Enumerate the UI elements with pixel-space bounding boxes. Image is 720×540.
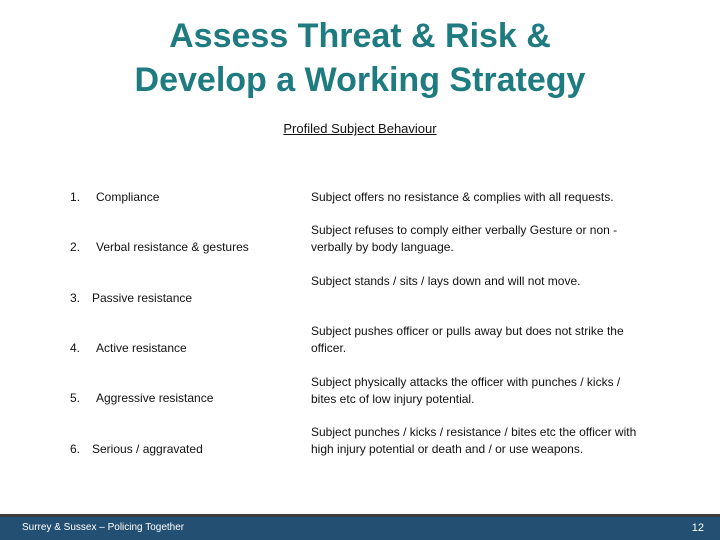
item-description: Subject refuses to comply either verbally Gesture or non -verbally by body language.: [311, 223, 618, 254]
item-label: Passive resistance: [92, 291, 193, 305]
item-label: Active resistance: [96, 341, 187, 355]
slide-title: [0, 14, 720, 102]
item-label: Serious / aggravated: [92, 442, 203, 456]
title-line-2: Develop a Working Strategy: [134, 61, 586, 99]
item-number: 5.: [70, 391, 81, 405]
item-number: 6.: [70, 442, 81, 456]
item-number: 3.: [70, 291, 81, 305]
item-number: 2.: [70, 240, 81, 254]
item-description: Subject punches / kicks / resistance / bites etc the officer with high injury potential or death and / or use weapons.: [311, 425, 637, 456]
item-description: Subject pushes officer or pulls away but does not strike the officer.: [311, 324, 624, 355]
item-number: 1.: [70, 190, 81, 204]
page-number: 12: [691, 522, 704, 534]
slide-subtitle: Profiled Subject Behaviour: [283, 121, 437, 136]
item-label: Compliance: [96, 190, 160, 204]
item-description: Subject stands / sits / lays down and will not move.: [311, 274, 581, 288]
item-description: Subject physically attacks the officer with punches / kicks / bites etc of low injury potential.: [311, 375, 621, 406]
item-number: 4.: [70, 341, 81, 355]
item-label: Verbal resistance & gestures: [96, 240, 249, 254]
title-line-1: Assess Threat & Risk &: [169, 17, 551, 55]
item-description: Subject offers no resistance & complies with all requests.: [311, 190, 614, 204]
item-label: Aggressive resistance: [96, 391, 214, 405]
footer-text: Surrey & Sussex – Policing Together: [22, 522, 185, 533]
footer-divider: [0, 514, 720, 517]
